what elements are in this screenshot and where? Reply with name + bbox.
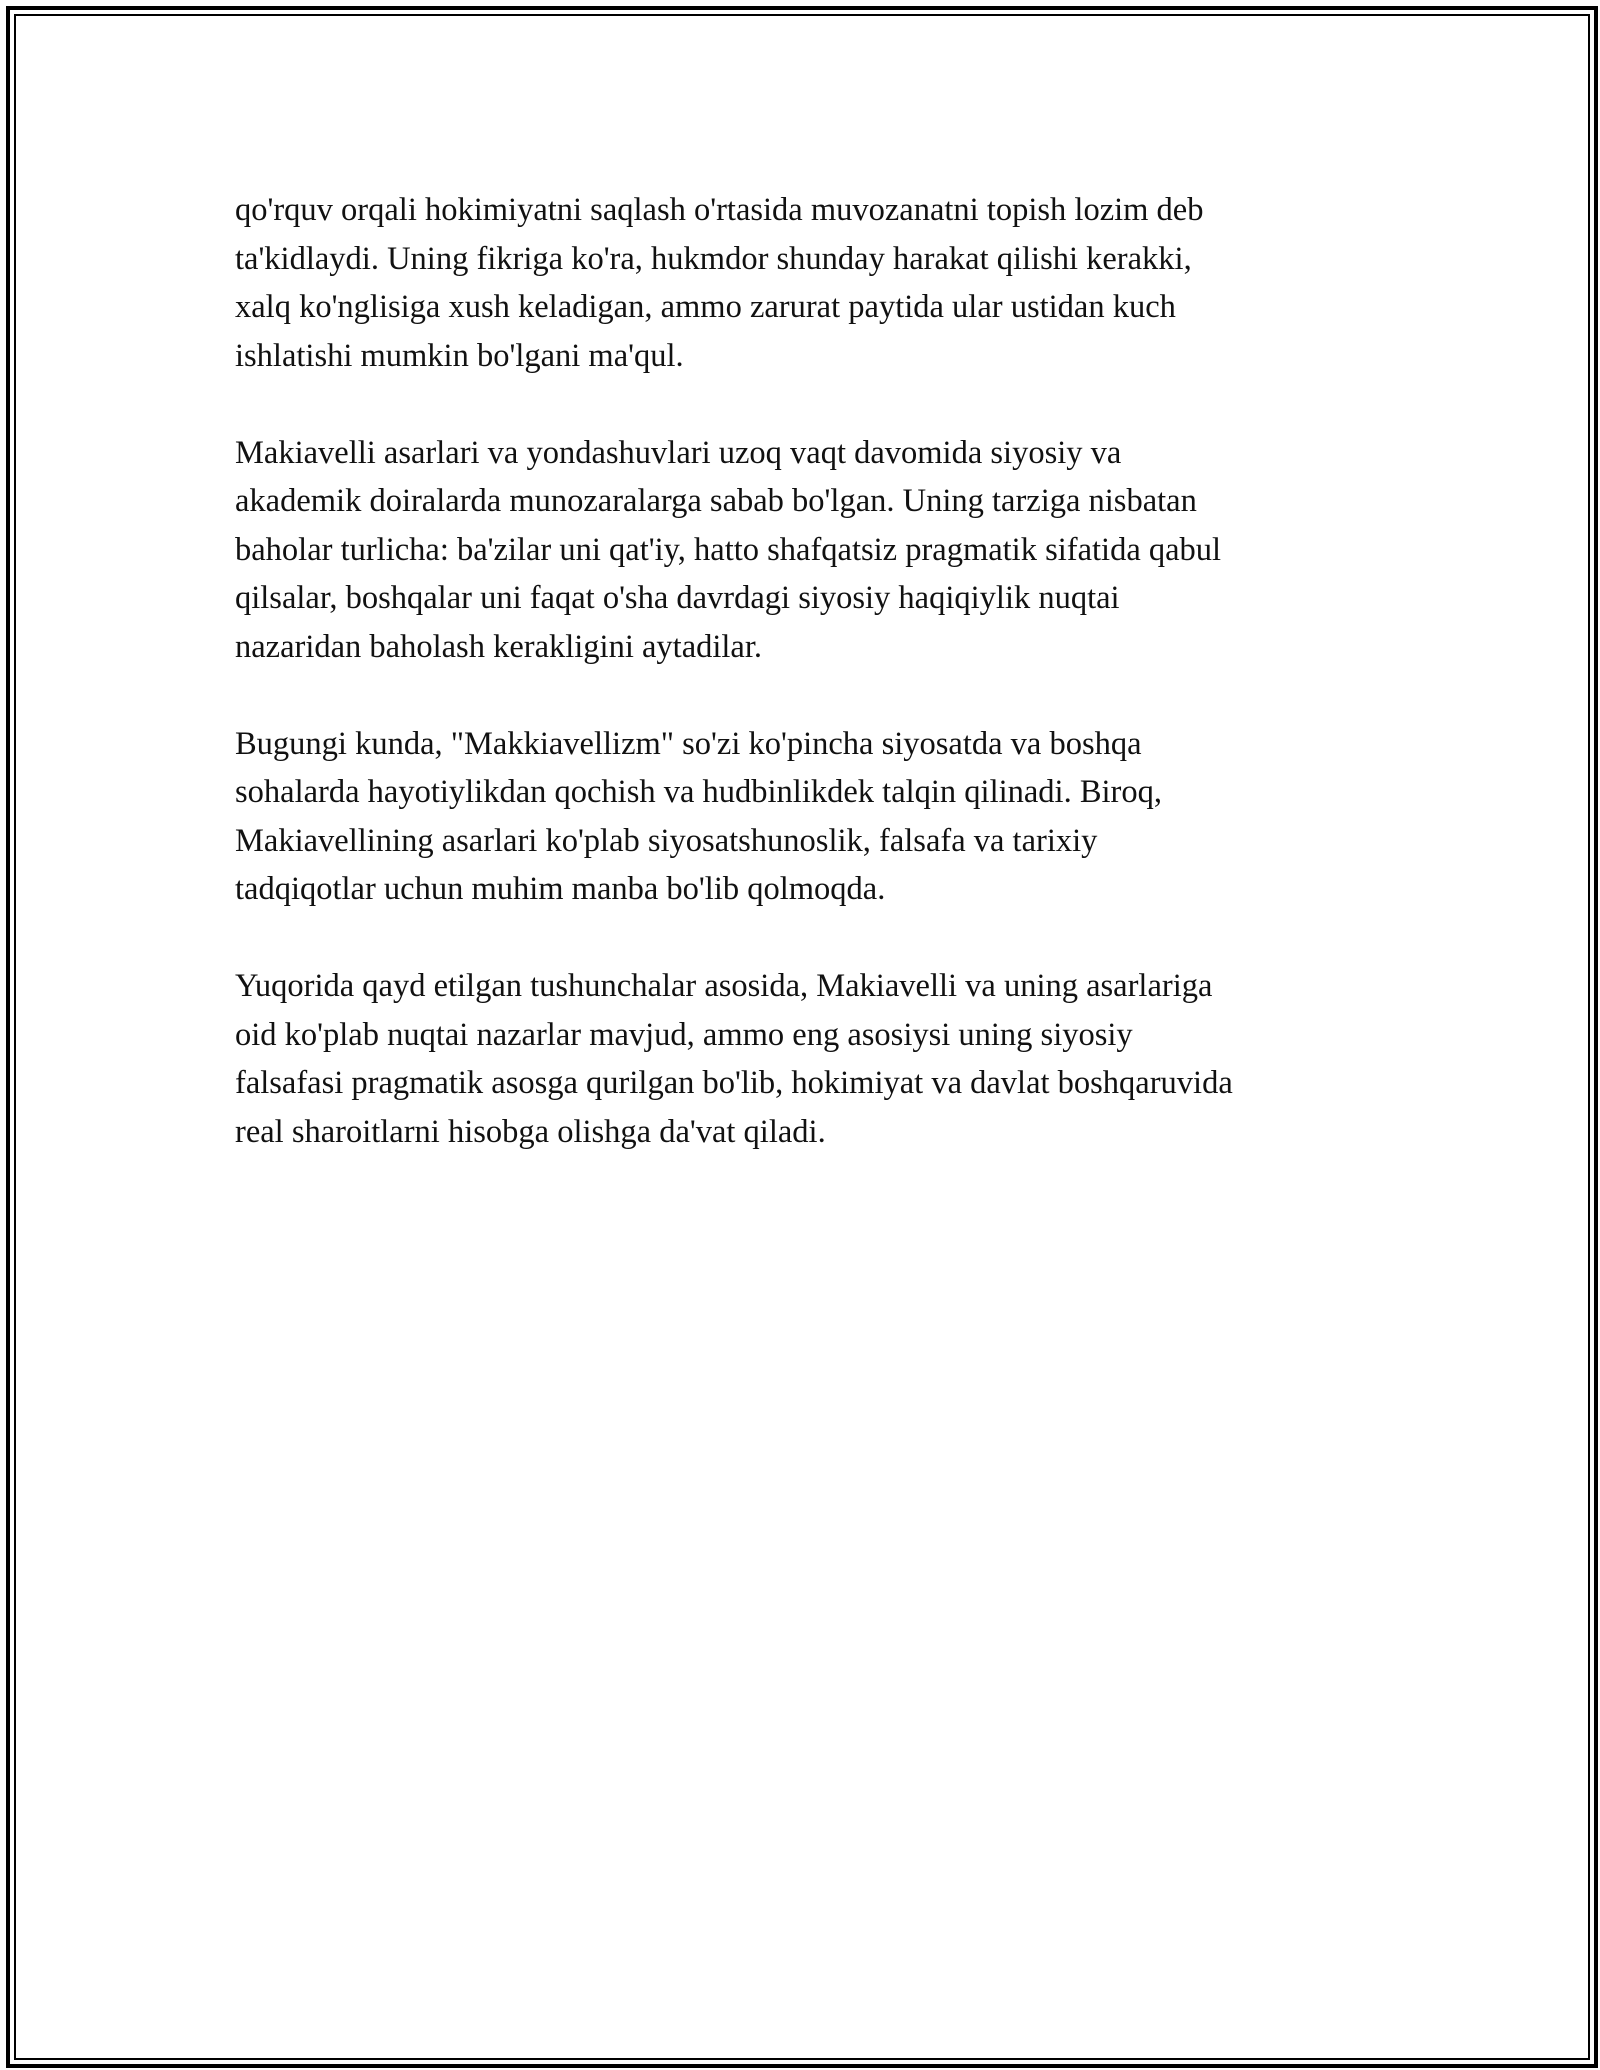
text-line: Bugungi kunda, "Makkiavellizm" so'zi ko'pincha siyosatda va boshqa	[235, 725, 1142, 762]
paragraph-1	[235, 186, 1375, 380]
text-line: nazaridan baholash kerakligini aytadilar.	[235, 628, 763, 665]
text-line: real sharoitlarni hisobga olishga da'vat qiladi.	[235, 1113, 826, 1150]
document-body	[235, 186, 1375, 1205]
text-line: tadqiqotlar uchun muhim manba bo'lib qolmoqda.	[235, 871, 886, 907]
text-line: falsafasi pragmatik asosga qurilgan bo'lib, hokimiyat va davlat boshqaruvida	[235, 1065, 1233, 1101]
text-line: ta'kidlaydi. Uning fikriga ko'ra, hukmdor shunday harakat qilishi kerakki,	[235, 240, 1192, 277]
text-line: sohalarda hayotiylikdan qochish va hudbinlikdek talqin qilinadi. Biroq,	[235, 774, 1162, 810]
paragraph-3	[235, 720, 1375, 914]
text-line: qo'rquv orqali hokimiyatni saqlash o'rtasida muvozanatni topish lozim deb	[235, 192, 1204, 228]
text-line: oid ko'plab nuqtai nazarlar mavjud, ammo eng asosiysi uning siyosiy	[235, 1016, 1133, 1053]
paragraph-4	[235, 962, 1375, 1156]
text-line: Makiavelli asarlari va yondashuvlari uzoq vaqt davomida siyosiy va	[235, 434, 1122, 471]
text-line: qilsalar, boshqalar uni faqat o'sha davrdagi siyosiy haqiqiylik nuqtai	[235, 580, 1120, 616]
text-line: Makiavellining asarlari ko'plab siyosatshunoslik, falsafa va tarixiy	[235, 822, 1098, 859]
paragraph-2	[235, 429, 1375, 672]
text-line: akademik doiralarda munozaralarga sabab bo'lgan. Uning tarziga nisbatan	[235, 483, 1197, 519]
text-line: baholar turlicha: ba'zilar uni qat'iy, hatto shafqatsiz pragmatik sifatida qabul	[235, 531, 1222, 568]
text-line: xalq ko'nglisiga xush keladigan, ammo zarurat paytida ular ustidan kuch	[235, 289, 1176, 325]
text-line: Yuqorida qayd etilgan tushunchalar asosida, Makiavelli va uning asarlariga	[235, 968, 1213, 1004]
text-line: ishlatishi mumkin bo'lgani ma'qul.	[235, 337, 684, 374]
